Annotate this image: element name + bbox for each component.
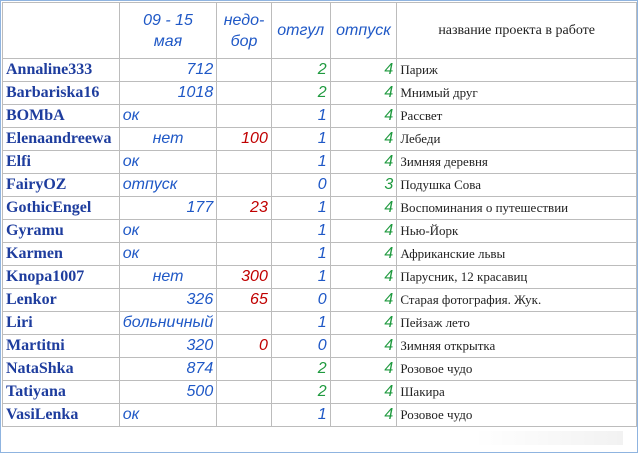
table-row — [3, 220, 637, 243]
otgul-cell[interactable]: 1 — [271, 312, 330, 335]
otgul-cell[interactable]: 2 — [271, 358, 330, 381]
otgul-cell[interactable]: 2 — [271, 381, 330, 404]
otpusk-cell[interactable]: 4 — [330, 266, 397, 289]
participant-name-cell[interactable]: Martitni — [3, 335, 120, 358]
project-name-cell[interactable]: Подушка Сова — [397, 174, 637, 197]
table-row — [3, 82, 637, 105]
otpusk-cell[interactable]: 4 — [330, 243, 397, 266]
header-may-line1: 09 - 15 — [143, 11, 193, 29]
otgul-cell[interactable]: 2 — [271, 82, 330, 105]
otgul-cell[interactable]: 1 — [271, 197, 330, 220]
participant-name-cell[interactable]: Elfi — [3, 151, 120, 174]
otpusk-cell[interactable]: 4 — [330, 151, 397, 174]
otgul-cell[interactable]: 0 — [271, 174, 330, 197]
project-name-cell[interactable]: Лебеди — [397, 128, 637, 151]
project-name-cell[interactable]: Зимняя деревня — [397, 151, 637, 174]
header-otgul: отгул — [271, 3, 330, 59]
table-row — [3, 105, 637, 128]
project-name-cell[interactable]: Шакира — [397, 381, 637, 404]
nedobor-cell[interactable] — [217, 105, 272, 128]
otpusk-cell[interactable]: 4 — [330, 220, 397, 243]
project-name-cell[interactable]: Париж — [397, 59, 637, 82]
project-name-cell[interactable]: Пейзаж лето — [397, 312, 637, 335]
may-result-cell[interactable]: 326 — [119, 289, 216, 312]
participant-name-cell[interactable]: Elenaandreewa — [3, 128, 120, 151]
nedobor-cell[interactable]: 100 — [217, 128, 272, 151]
nedobor-cell[interactable] — [217, 312, 272, 335]
participant-name-cell[interactable]: Gyramu — [3, 220, 120, 243]
participant-name-cell[interactable]: FairyOZ — [3, 174, 120, 197]
table-row — [3, 381, 637, 404]
header-nedobor — [217, 3, 272, 59]
may-result-cell[interactable]: 1018 — [119, 82, 216, 105]
otpusk-cell[interactable]: 4 — [330, 82, 397, 105]
participant-name-cell[interactable]: Tatiyana — [3, 381, 120, 404]
participant-name-cell[interactable]: Annaline333 — [3, 59, 120, 82]
project-name-cell[interactable]: Нью-Йорк — [397, 220, 637, 243]
nedobor-cell[interactable] — [217, 59, 272, 82]
may-result-cell[interactable]: 177 — [119, 197, 216, 220]
otgul-cell[interactable]: 0 — [271, 335, 330, 358]
watermark — [473, 431, 623, 445]
may-result-cell[interactable]: ок — [119, 220, 216, 243]
table-row — [3, 266, 637, 289]
participant-name-cell[interactable]: NataShka — [3, 358, 120, 381]
table-row — [3, 59, 637, 82]
participant-name-cell[interactable]: VasiLenka — [3, 404, 120, 427]
nedobor-cell[interactable]: 300 — [217, 266, 272, 289]
otgul-cell[interactable]: 1 — [271, 220, 330, 243]
table-row — [3, 289, 637, 312]
nedobor-cell[interactable] — [217, 404, 272, 427]
participant-name-cell[interactable]: Knopa1007 — [3, 266, 120, 289]
nedobor-cell[interactable]: 0 — [217, 335, 272, 358]
header-may-line2: мая — [153, 32, 183, 50]
may-result-cell[interactable]: ок — [119, 243, 216, 266]
nedobor-cell[interactable]: 23 — [217, 197, 272, 220]
may-result-cell[interactable]: нет — [119, 128, 216, 151]
table-row — [3, 312, 637, 335]
nedobor-cell[interactable] — [217, 381, 272, 404]
otpusk-cell[interactable]: 3 — [330, 174, 397, 197]
otpusk-cell[interactable]: 4 — [330, 381, 397, 404]
project-name-cell[interactable]: Старая фотография. Жук. — [397, 289, 637, 312]
may-result-cell[interactable]: 320 — [119, 335, 216, 358]
table-row — [3, 335, 637, 358]
may-result-cell[interactable]: 500 — [119, 381, 216, 404]
otpusk-cell[interactable]: 4 — [330, 128, 397, 151]
may-result-cell[interactable]: 712 — [119, 59, 216, 82]
may-result-cell[interactable]: ок — [119, 105, 216, 128]
header-name-cell — [3, 3, 120, 59]
header-may — [119, 3, 216, 59]
otgul-cell[interactable]: 2 — [271, 59, 330, 82]
otgul-cell[interactable]: 1 — [271, 243, 330, 266]
otpusk-cell[interactable]: 4 — [330, 59, 397, 82]
participant-name-cell[interactable]: Lenkor — [3, 289, 120, 312]
project-name-cell[interactable]: Африканские львы — [397, 243, 637, 266]
nedobor-cell[interactable] — [217, 174, 272, 197]
nedobor-cell[interactable] — [217, 358, 272, 381]
nedobor-cell[interactable] — [217, 220, 272, 243]
header-nedobor-line1: недо- — [223, 11, 265, 29]
project-name-cell[interactable]: Мнимый друг — [397, 82, 637, 105]
nedobor-cell[interactable] — [217, 151, 272, 174]
otpusk-cell[interactable]: 4 — [330, 335, 397, 358]
may-result-cell[interactable]: ок — [119, 404, 216, 427]
header-project: название проекта в работе — [397, 3, 637, 59]
header-nedobor-line2: бор — [230, 32, 258, 50]
otgul-cell[interactable]: 1 — [271, 266, 330, 289]
table-row — [3, 358, 637, 381]
header-row — [3, 3, 637, 59]
table-row — [3, 404, 637, 427]
otgul-cell[interactable]: 0 — [271, 289, 330, 312]
nedobor-cell[interactable] — [217, 82, 272, 105]
participant-name-cell[interactable]: Barbariska16 — [3, 82, 120, 105]
otpusk-cell[interactable]: 4 — [330, 289, 397, 312]
may-result-cell[interactable]: отпуск — [119, 174, 216, 197]
table-row — [3, 243, 637, 266]
project-name-cell[interactable]: Розовое чудо — [397, 404, 637, 427]
may-result-cell[interactable]: 874 — [119, 358, 216, 381]
otpusk-cell[interactable]: 4 — [330, 105, 397, 128]
otgul-cell[interactable]: 1 — [271, 151, 330, 174]
project-name-cell[interactable]: Парусник, 12 красавиц — [397, 266, 637, 289]
participant-name-cell[interactable]: Liri — [3, 312, 120, 335]
project-name-cell[interactable]: Рассвет — [397, 105, 637, 128]
otpusk-cell[interactable]: 4 — [330, 404, 397, 427]
may-result-cell[interactable]: ок — [119, 151, 216, 174]
project-name-cell[interactable]: Розовое чудо — [397, 358, 637, 381]
table-body — [3, 59, 637, 427]
may-result-cell[interactable]: больничный — [119, 312, 216, 335]
project-name-cell[interactable]: Зимняя открытка — [397, 335, 637, 358]
otpusk-cell[interactable]: 4 — [330, 312, 397, 335]
project-name-cell[interactable]: Воспоминания о путешествии — [397, 197, 637, 220]
otgul-cell[interactable]: 1 — [271, 128, 330, 151]
otpusk-cell[interactable]: 4 — [330, 197, 397, 220]
table-row — [3, 151, 637, 174]
schedule-table — [2, 2, 637, 427]
header-otpusk: отпуск — [330, 3, 397, 59]
participant-name-cell[interactable]: Karmen — [3, 243, 120, 266]
nedobor-cell[interactable]: 65 — [217, 289, 272, 312]
participant-name-cell[interactable]: BOMbA — [3, 105, 120, 128]
otgul-cell[interactable]: 1 — [271, 404, 330, 427]
may-result-cell[interactable]: нет — [119, 266, 216, 289]
table-row — [3, 197, 637, 220]
otpusk-cell[interactable]: 4 — [330, 358, 397, 381]
table-row — [3, 128, 637, 151]
nedobor-cell[interactable] — [217, 243, 272, 266]
table-row — [3, 174, 637, 197]
otgul-cell[interactable]: 1 — [271, 105, 330, 128]
participant-name-cell[interactable]: GothicEngel — [3, 197, 120, 220]
